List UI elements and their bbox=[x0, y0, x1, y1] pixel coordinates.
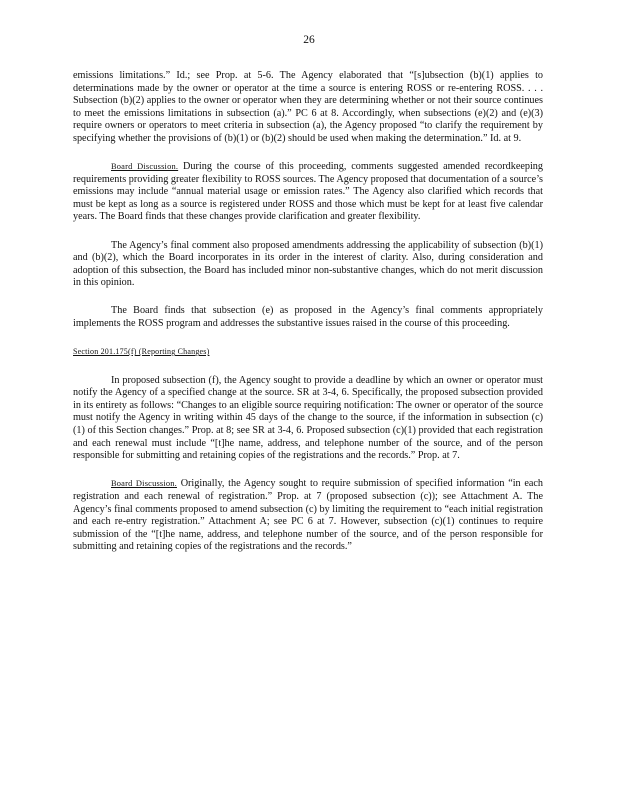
paragraph-text: In proposed subsection (f), the Agency sought to provide a deadline by which an owner or operator must notify the Agency of a specified change at the source. SR at 3-4, 6. Specifically, the proposed subsection provided in its entirety as follows: “Changes to an eligible source requiring notification: The owner or operator of the source must notify the Agency in writing within 45 days of the change to the source, if the information in subsection (c)(1) of this Section changes.” Prop. at 8; see SR at 3-4, 6. Proposed subsection (c)(1) provided that each registration and each renewal must include “[t]he name, address, and telephone number of the source, and of the person responsible for submitting and retaining copies of the registrations and the records.” Prop. at 7. bbox=[73, 374, 543, 462]
paragraph-text: The Board finds that subsection (e) as proposed in the Agency’s final comments appropriately implements the ROSS program and addresses the substantive issues raised in the course of this proceeding. bbox=[73, 305, 543, 329]
board-discussion-heading: Board Discussion. bbox=[111, 162, 179, 172]
paragraph bbox=[73, 478, 543, 554]
paragraph bbox=[73, 375, 543, 463]
paragraph bbox=[73, 70, 543, 146]
board-discussion-heading: Board Discussion. bbox=[111, 479, 177, 489]
paragraph-text: emissions limitations.” Id.; see Prop. at 5-6. The Agency elaborated that “[s]ubsection (b)(1) applies to determinations made by the owner or operator at the time a source is entering ROSS or re-entering ROSS. . . . Subsection (b)(2) applies to the owner or operator when they are determining whether or not their source continues to meet the emissions limitations in subsection (a).” PC 6 at 8. Accordingly, when subsections (e)(2) and (e)(3) require owners or operators to meet criteria in subsection (a), the Agency proposed “to clarify the requirement by specifying whether the provisions of (b)(1) or (b)(2) should be used when making the determination.” Id. at 9. bbox=[73, 70, 543, 144]
section-heading: Section 201.175(f) (Reporting Changes) bbox=[73, 347, 210, 357]
paragraph bbox=[73, 305, 543, 330]
paragraph-text: The Agency’s final comment also proposed amendments addressing the applicability of subsection (b)(1) and (b)(2), which the Board incorporates in its order in the interest of clarity. Also, during consideration and adoption of this subsection, the Board has included minor non-substantive changes, which do not merit discussion in this opinion. bbox=[73, 239, 543, 289]
paragraph-text: During the course of this proceeding, comments suggested amended recordkeeping requirements providing greater flexibility to ROSS sources. The Agency proposed that documentation of a source’s emissions may include “annual material usage or emission rates.” The Agency also clarified which records that must be kept as long as a source is registered under ROSS and those which must be kept for at least five calendar years. The Board finds that these changes provide clarification and greater flexibility. bbox=[73, 161, 543, 223]
paragraph bbox=[73, 161, 543, 224]
page-number: 26 bbox=[303, 34, 315, 46]
paragraph bbox=[73, 240, 543, 290]
document-body bbox=[73, 70, 543, 569]
paragraph-text: Originally, the Agency sought to require submission of specified information “in each registration and each renewal of registration.” Prop. at 7 (proposed subsection (c)); see Attachment A. The Agency’s final comments proposed to amend subsection (c) by limiting the requirement to “each initial registration and each re-entry registration.” Attachment A; see PC 6 at 7. However, subsection (c)(1) continues to require submission of the “[t]he name, address, and telephone number of the source, and of the person responsible for submitting and retaining copies of the registrations and the records.” bbox=[73, 478, 543, 553]
